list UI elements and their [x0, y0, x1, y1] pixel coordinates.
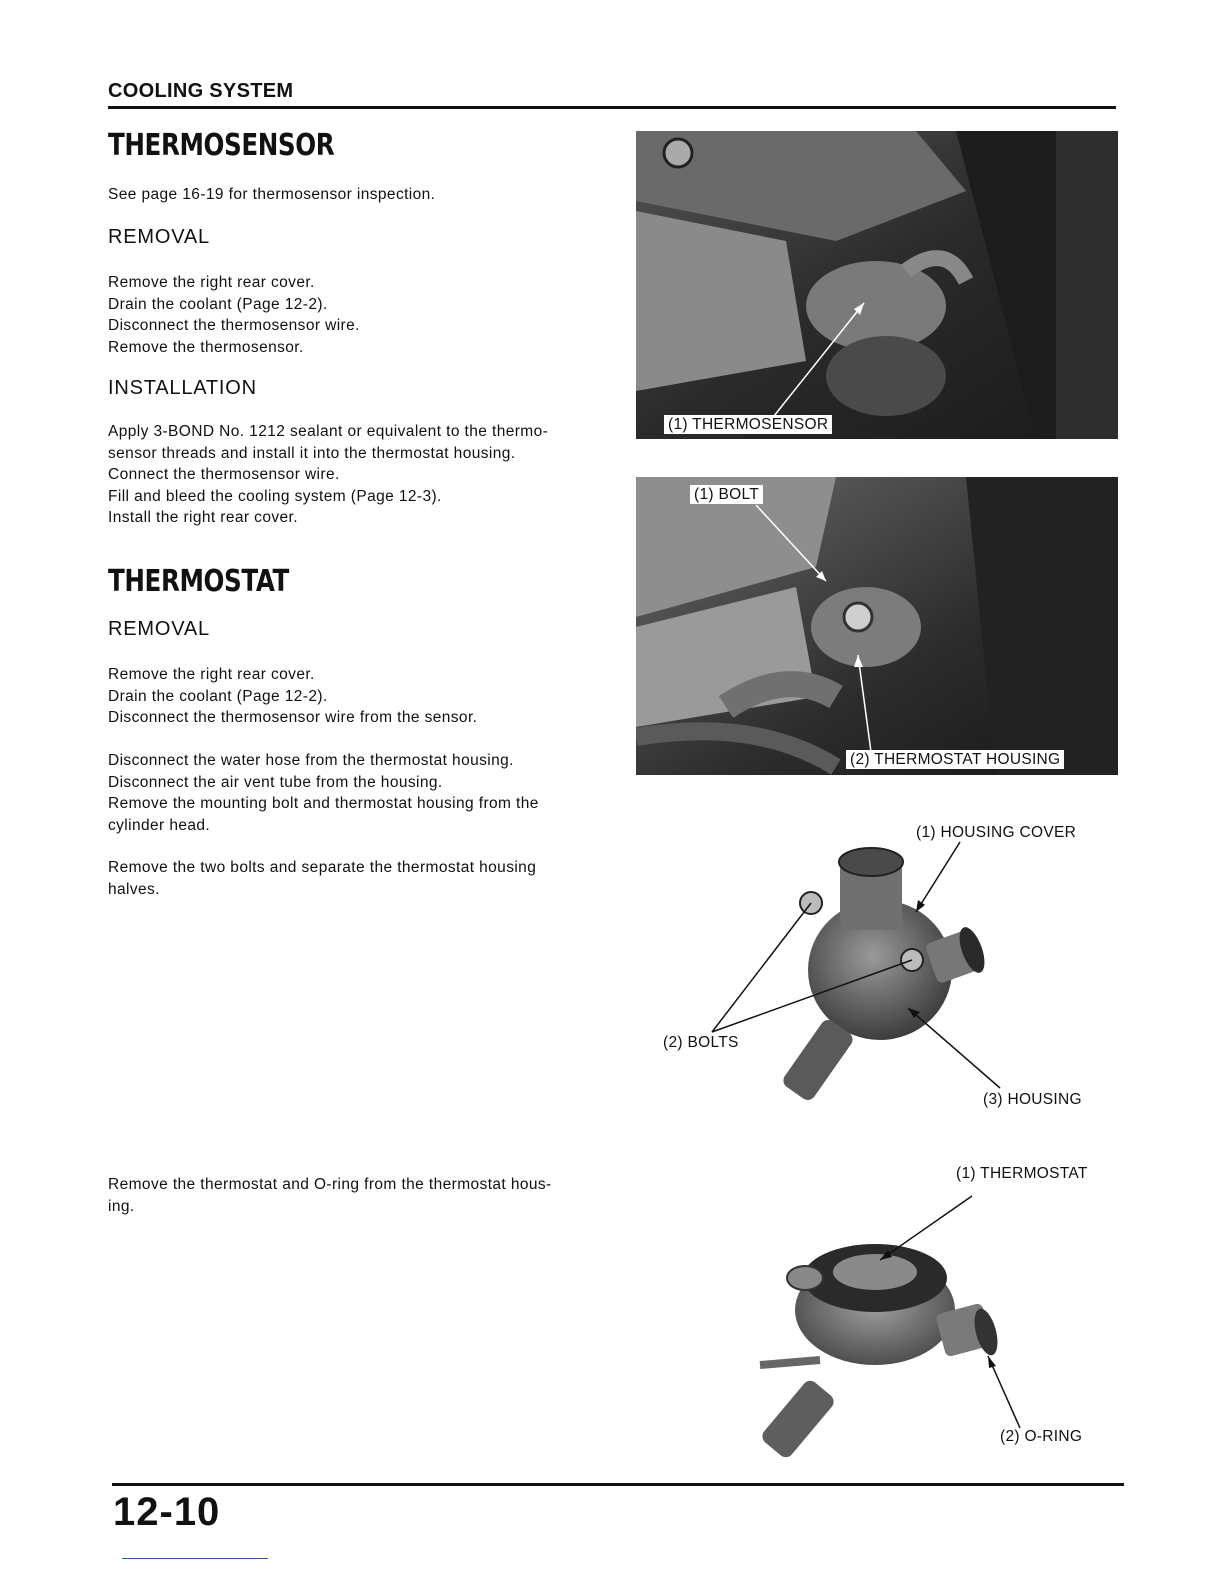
bolts-label: (2) BOLTS [663, 1034, 739, 1051]
section-header: COOLING SYSTEM [108, 80, 294, 102]
thermosensor-installation-heading: INSTALLATION [108, 377, 257, 399]
leader-line [916, 842, 960, 912]
page-number: 12-10 [113, 1490, 221, 1534]
leader-line [880, 1196, 972, 1260]
thermosensor-label: (1) THERMOSENSOR [664, 415, 832, 434]
bolt-label: (1) BOLT [690, 485, 763, 504]
thermosensor-intro: See page 16-19 for thermosensor inspection. [108, 186, 436, 203]
thermostat-removal-steps-3: Remove the two bolts and separate the thermostat housing halves. [108, 859, 537, 898]
header-rule [108, 106, 1116, 109]
thermostat-oring-figure [640, 1160, 1120, 1470]
thermostat-removal-steps-1: Remove the right rear cover. Drain the coolant (Page 12-2). Disconnect the thermosensor wire from the sensor. [108, 666, 478, 726]
thermostat-housing-photo [636, 477, 1118, 775]
thermostat-label: (1) THERMOSTAT [956, 1165, 1088, 1182]
housing-cover-label: (1) HOUSING COVER [916, 824, 1077, 841]
thermostat-removal-steps-2: Disconnect the water hose from the thermostat housing. Disconnect the air vent tube from the housing. Remove the mounting bolt and thermostat housing from the cylinder head. [108, 752, 539, 834]
footer-rule [112, 1483, 1124, 1486]
thermosensor-removal-steps: Remove the right rear cover. Drain the coolant (Page 12-2). Disconnect the thermosensor wire. Remove the thermosensor. [108, 274, 360, 356]
o-ring-label: (2) O-RING [1000, 1428, 1083, 1445]
thermostat-removal-heading: REMOVAL [108, 618, 210, 640]
thermostat-housing-label: (2) THERMOSTAT HOUSING [846, 750, 1064, 769]
bottom-link-underline [122, 1558, 268, 1559]
leader-line [712, 903, 811, 1032]
housing-disassembly-figure [640, 820, 1120, 1120]
thermostat-removal-steps-4: Remove the thermostat and O-ring from the thermostat hous- ing. [108, 1176, 552, 1215]
thermosensor-title: THERMOSENSOR [108, 128, 335, 163]
thermostat-title: THERMOSTAT [108, 564, 289, 599]
thermosensor-removal-heading: REMOVAL [108, 226, 210, 248]
housing-label: (3) HOUSING [983, 1091, 1082, 1108]
thermosensor-photo [636, 131, 1118, 439]
leader-line [908, 1008, 1000, 1088]
thermosensor-installation-steps: Apply 3-BOND No. 1212 sealant or equivalent to the thermo- sensor threads and install it into the thermostat housing. Connect the thermosensor wire. Fill and bleed the cooling system (Page 12-3). Install the right rear cover. [108, 423, 549, 526]
